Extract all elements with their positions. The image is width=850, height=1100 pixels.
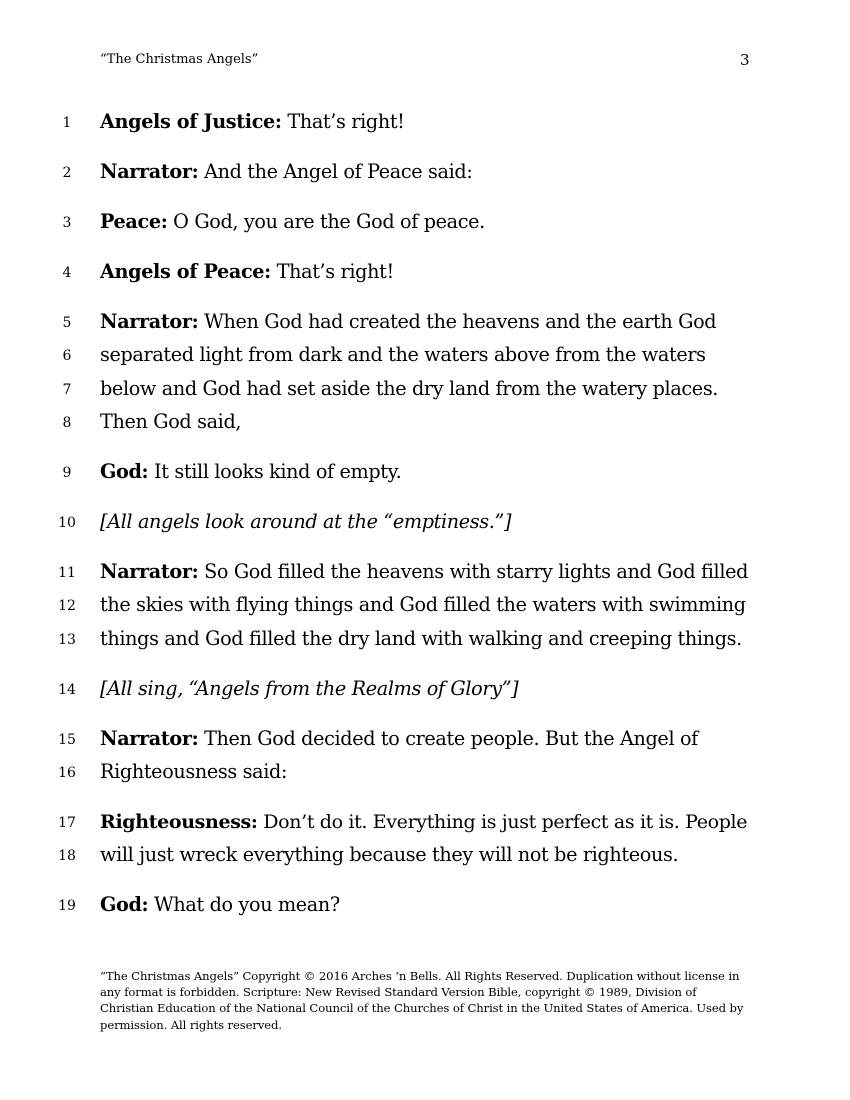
line-number: 16	[58, 765, 76, 781]
stage-direction	[100, 510, 511, 534]
stage-direction	[100, 677, 518, 701]
speaker-label: God:	[100, 460, 149, 483]
dialogue-text: O God, you are the God of peace.	[167, 210, 485, 233]
speaker-label: Righteousness:	[100, 811, 258, 833]
script-line	[100, 810, 747, 834]
script-line	[100, 343, 706, 367]
line-number: 9	[62, 465, 72, 481]
dialogue-text: That’s right!	[270, 260, 394, 283]
dialogue-text: That’s right!	[281, 110, 405, 133]
copyright-footer: “The Christmas Angels” Copyright © 2016 Arches ‘n Bells. All Rights Reserved. Duplication without license in any format is forbidden. Scripture: New Revised Standard Version Bible, copyright © 1989, Division of Christian Education of the National Council of the Churches of Christ in the United States of America. Used by permission. All rights reserved.	[100, 969, 744, 1032]
speaker-label: Narrator:	[100, 310, 199, 333]
line-number: 12	[58, 598, 76, 614]
script-line	[100, 760, 287, 784]
script-line	[100, 727, 698, 751]
script-line	[100, 160, 472, 184]
speaker-label: Peace:	[100, 210, 168, 233]
dialogue-text: What do you mean?	[148, 893, 340, 916]
line-number: 2	[62, 165, 72, 181]
dialogue-text: It still looks kind of empty.	[148, 460, 402, 483]
line-number: 1	[62, 115, 72, 131]
script-line	[100, 210, 485, 234]
line-number: 17	[58, 815, 76, 831]
dialogue-text: Then God said,	[100, 410, 242, 433]
dialogue-text: And the Angel of Peace said:	[198, 160, 473, 183]
line-number: 11	[58, 565, 76, 581]
speaker-label: Angels of Justice:	[100, 110, 282, 133]
line-number: 15	[58, 732, 76, 748]
script-line	[100, 560, 748, 584]
speaker-label: Narrator:	[100, 560, 199, 583]
dialogue-text: Don’t do it. Everything is just perfect as it is. People	[257, 811, 748, 833]
script-line	[100, 410, 241, 434]
line-number: 3	[62, 215, 72, 231]
line-number: 13	[58, 632, 76, 648]
dialogue-text: When God had created the heavens and the earth God	[198, 310, 717, 333]
dialogue-text: will just wreck everything because they will not be righteous.	[100, 843, 679, 866]
script-line	[100, 460, 401, 484]
script-line	[100, 843, 678, 867]
speaker-label: Narrator:	[100, 727, 199, 750]
script-line	[100, 310, 716, 334]
script-line	[100, 593, 746, 617]
script-line	[100, 627, 742, 651]
line-number: 4	[62, 265, 72, 281]
line-number: 5	[62, 315, 72, 331]
line-number: 7	[62, 382, 72, 398]
dialogue-text: below and God had set aside the dry land from the watery places.	[100, 377, 719, 400]
dialogue-text: Then God decided to create people. But the Angel of	[198, 727, 698, 750]
line-number: 8	[62, 415, 72, 431]
dialogue-text: the skies with flying things and God filled the waters with swimming	[100, 593, 746, 616]
line-number: 10	[58, 515, 76, 531]
line-number: 18	[58, 848, 76, 864]
line-number: 14	[58, 682, 76, 698]
dialogue-text: Righteousness said:	[100, 760, 288, 783]
script-line	[100, 893, 340, 917]
speaker-label: Narrator:	[100, 160, 199, 183]
speaker-label: Angels of Peace:	[100, 260, 271, 283]
script-line	[100, 110, 405, 134]
speaker-label: God:	[100, 893, 149, 916]
script-line	[100, 377, 718, 401]
dialogue-text: separated light from dark and the waters above from the waters	[100, 343, 706, 366]
line-number: 6	[62, 348, 72, 364]
script-line	[100, 260, 394, 284]
line-number: 19	[58, 898, 76, 914]
stage-direction-text: [All sing, “Angels from the Realms of Glory”]	[100, 677, 519, 700]
page-number: 3	[740, 51, 750, 69]
dialogue-text: things and God filled the dry land with walking and creeping things.	[100, 627, 742, 650]
header-title: “The Christmas Angels”	[100, 52, 259, 67]
stage-direction-text: [All angels look around at the “emptiness.”]	[100, 510, 512, 533]
dialogue-text: So God filled the heavens with starry lights and God filled	[198, 560, 749, 583]
